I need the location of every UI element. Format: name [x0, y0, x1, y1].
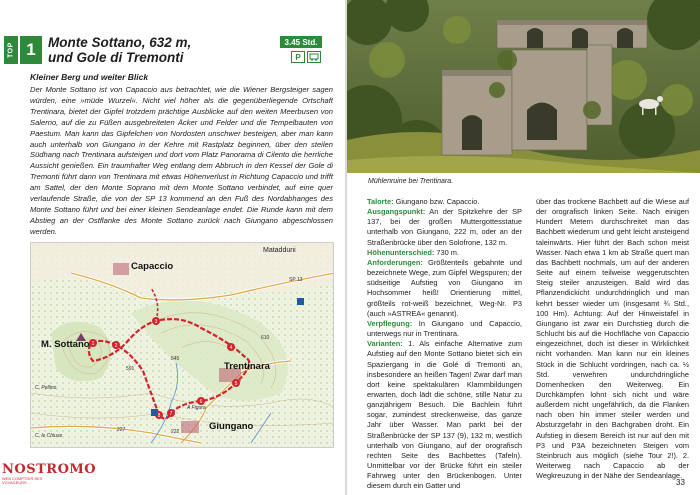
- text-hoehenunterschied: 730 m.: [434, 247, 459, 257]
- left-page: [0, 0, 345, 495]
- route-title: [48, 35, 268, 65]
- svg-text:2: 2: [114, 343, 118, 349]
- map-label-trentinara: Trentinara: [224, 361, 270, 372]
- map-label-sp13: SP 13: [289, 277, 303, 283]
- title-line-2: und Gole di Tremonti: [48, 50, 184, 65]
- title-line-1: Monte Sottano, 632 m,: [48, 35, 192, 50]
- info-column-1: [367, 197, 522, 492]
- svg-text:4: 4: [229, 345, 233, 351]
- parking-icon: P: [291, 51, 305, 63]
- map-label-giungano: Giungano: [209, 421, 254, 432]
- map-label-227: 227: [117, 427, 126, 433]
- page-number: 33: [676, 478, 685, 487]
- map-label-capaccio: Capaccio: [131, 261, 174, 272]
- map-label-222: 222: [171, 429, 180, 435]
- text-verpflegung: In Giungano und Capaccio, unterwegs nur in Trentinara.: [367, 318, 522, 339]
- text-talorte: Giungano bzw. Capaccio.: [393, 197, 480, 206]
- route-number: 1: [20, 36, 42, 64]
- map-label-591: 591: [126, 366, 135, 372]
- route-map: [30, 242, 334, 448]
- photo-caption: Mühlenruine bei Trentinara.: [368, 178, 454, 185]
- map-label-545: 545: [171, 356, 180, 362]
- label-talorte: Talorte:: [367, 197, 394, 206]
- map-label-m-sottano: M. Sottano: [41, 339, 90, 350]
- svg-text:7: 7: [169, 411, 173, 417]
- label-hoehenunterschied: Höhenunterschied:: [367, 247, 435, 257]
- text-anforderungen: Größtenteils gebahnte und bezeichnete Wege, zum Gipfel Wegspuren; der südseitige Aufstieg von Giungano im Hochsommer heiß! Orientierung mittel, größteils rot-weiß bezeichnet, Weg-Nr. P3 (auch »ASTREA« genannt).: [367, 257, 523, 318]
- svg-text:1: 1: [91, 341, 95, 347]
- right-page: [347, 0, 700, 495]
- nostromo-logo: [2, 462, 97, 492]
- mill-ruin-photo: [347, 0, 700, 173]
- map-label-a-figura: A Figura: [187, 405, 206, 411]
- svg-text:3: 3: [154, 319, 158, 325]
- map-label-c-le-chiuse: C. le Chiuse: [35, 433, 63, 439]
- info-column-2: über das trockene Bachbett auf die Wiese auf der orografisch linken Seite. Nach einigen Hundert Metern durchschreitet man das Bachbett wiederum und geht leicht ansteigend taleinwärts. Hier führt der Bach schon meist Wasser. Nach etwa 1 km ab Straße quert man das Bachbett nochmals, um auf der anderen Seite auf einem teilweise weggerutschten Steig steiler anzusteigen. Bald wird das Pflanzendickicht undurchdringlich und man kehrt besser wieder um (insgesamt ¾ Std., 100 Hm). Achtung: Auf der Hinweistafel in Giungano ist zwar ein Durchstieg durch die Schlucht bis auf die Hochfläche von Capaccio eingezeichnet, doch ist dieser in Wirklichkeit nicht vorhanden. Man kann nur ein kleines Stück in die Schlucht vordringen, nach ca. ½ Std. verwehren undurchdringliche Dornenhecken den Weiterweg. Ein Durchkämpfen lohnt sich nicht und wäre außerdem nicht ungefährlich, da die Flanken nach oben hin immer steiler werden und Absturzgefahr in den Bachgraben droht. Ein Aufstieg in diesem Bereich ist nur auf den mit P3 und P3A bezeichneten Steigen vom Steinbruch aus möglich (siehe Tour 2!). 2. Weiterweg nach Capaccio ab der Wegkreuzung in der Nähe der Sendeanlage.: [536, 197, 689, 481]
- label-ausgangspunkt: Ausgangspunkt:: [367, 207, 426, 217]
- label-anforderungen: Anforderungen:: [367, 257, 423, 267]
- text-ausgangspunkt: An der Spitzkehre der SP 137, bei der großen Muttergottesstatue unterhalb von Giungano, 222 m, oder an der Straßenbrücke über den Solofrone, 132 m.: [367, 207, 522, 247]
- top-tab: TOP: [4, 36, 18, 64]
- svg-text:6: 6: [199, 399, 203, 405]
- logo-subtext: WEB COMPTOIR DES VOYAGEURS: [2, 477, 43, 485]
- subtitle: Kleiner Berg und weiter Blick: [30, 72, 149, 82]
- bus-icon: [307, 51, 321, 63]
- map-label-c-pellino: C. Pellino: [35, 385, 57, 391]
- time-badge: 3.45 Std.: [280, 36, 322, 48]
- label-verpflegung: Verpflegung:: [367, 318, 413, 328]
- label-varianten: Varianten:: [367, 339, 403, 349]
- logo-text: NOSTROMO: [2, 462, 97, 477]
- svg-text:8: 8: [157, 413, 161, 419]
- intro-text: Der Monte Sottano ist von Capaccio aus betrachtet, wie die Wiener Bergsteiger sagen würden, eine »müde Wurzel«. Nicht viel höher als die gegenüberliegende Ortschaft Trentinara, bietet der Gipfel trotzdem prächtige Ausblicke auf den weiten Meerbusen von Salerno, auf die zu Füßen ausgebreiteten Äcker und Felder und die Tempelbauten von Paestum. Man kann das Gipfelchen von Nordosten unschwer besteigen, aber man kann auch unterhalb von Giungano in der Kehre mit Rastplatz beginnen, über den steilen Südhang nach Trentinara aufsteigen und dort vom Platz Panorama di Cilento die herrliche Aussicht genießen. Ein traumhafter Weg entlang dem Abbruch in den Kessel der Gole di Tremonti führt dann von Trentinara mit etwas Höhenverlust in Richtung Capaccio und trifft am Sattel, der den Monte Soprano mit dem Monte Sottano verbindet, auf eine quer verlaufende Straße, die von der SP 13 kommend an den Fuß des Nordabhanges des Monte Sottano führt und bei einer kleinen Sendeanlage endet. Die Runde kann mit dem Abstieg an der Ostflanke des Monte Sottano zurück nach Giungano abgeschlossen werden.: [30, 85, 333, 236]
- text-varianten: 1. Als einfache Alternative zum Aufstieg auf den Monte Sottano bietet sich ein Spaziergang in die Golé di Tremonti an, insbesondere an heißen Tagen! Zwar darf man dort keine spektakulären Klammbildungen erwarten, doch lädt die schöne, stille Natur zu ganzjährigem Besuch. Die Bachlein führt sogar, zumindest streckenweise, das ganze Jahr über Wasser. Man parkt bei der Straßenbrücke der SP 137 (9), 132 m, westlich unterhalb von Giungano, auf der orografisch rechten Seite des Bachbettes (Tafeln). Unmittelbar vor der Brücke führt ein steiler Fahrweg unter den Brückenbogen. Unter diesem durch ein Gatter und: [367, 339, 522, 491]
- map-label-610: 610: [261, 335, 270, 341]
- svg-text:5: 5: [234, 381, 238, 387]
- map-label-matadduni: Matadduni: [263, 247, 296, 254]
